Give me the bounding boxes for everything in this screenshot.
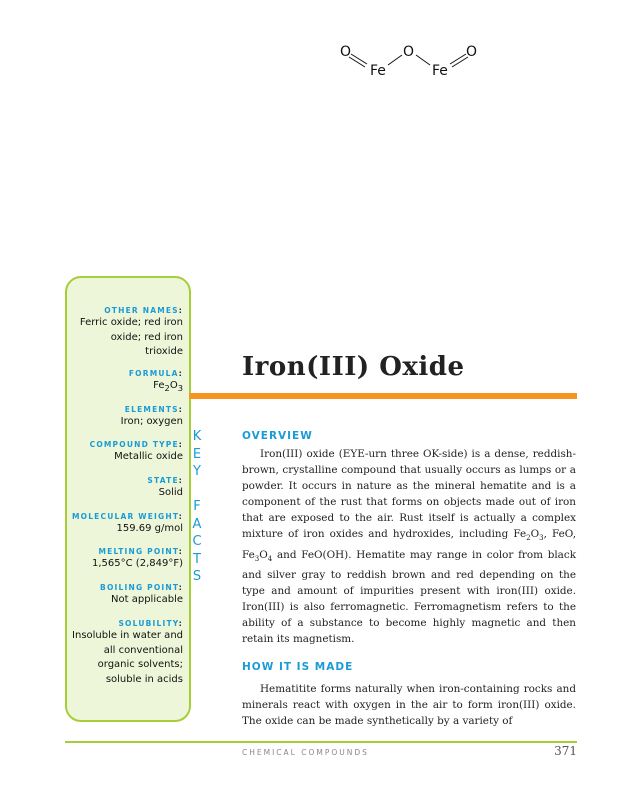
fact-value: Metallic oxide [114, 451, 183, 462]
page-number: 371 [554, 744, 577, 758]
fact-elements: ELEMENTS: Iron; oxygen [65, 404, 183, 430]
atom-iron-left: Fe [370, 63, 386, 79]
fact-value: 159.69 g/mol [116, 523, 183, 534]
fact-value: $Fe_2O_3$ [153, 380, 183, 393]
page-title: Iron(III) Oxide [242, 352, 465, 382]
fact-label: COMPOUND TYPE [89, 440, 179, 449]
fact-value: Ferric oxide; red iron oxide; red iron trioxide [79, 317, 183, 357]
fact-label: MELTING POINT [98, 547, 179, 556]
fact-formula: FORMULA: $Fe_2O_3$ [65, 368, 183, 396]
fact-compound-type: COMPOUND TYPE: Metallic oxide [65, 439, 183, 465]
overview-paragraph [242, 446, 576, 647]
atom-iron-right: Fe [432, 63, 448, 79]
iron-oxide-structure-diagram [330, 35, 490, 85]
formula-fe2o3: $Fe_2O_3$ [513, 528, 544, 543]
footer-book-title: CHEMICAL COMPOUNDS [242, 748, 369, 757]
fact-label: SOLUBILITY [118, 619, 179, 628]
title-underline-bar [189, 393, 577, 399]
overview-text-part2: , FeO, [543, 528, 577, 541]
key-facts-box [65, 276, 191, 722]
fact-label: OTHER NAMES [104, 306, 179, 315]
fact-value: Solid [158, 487, 183, 498]
fact-label: STATE [147, 476, 179, 485]
footer-rule [65, 741, 577, 743]
section-heading-overview: OVERVIEW [242, 430, 313, 442]
fact-melting-point: MELTING POINT: 1,565°C (2,849°F) [65, 546, 183, 572]
fact-value: Not applicable [111, 594, 183, 605]
key-facts-vertical-label: K E Y F A C T S [192, 429, 202, 584]
fact-label: BOILING POINT [100, 583, 179, 592]
atom-oxygen-right: O [466, 44, 478, 60]
fact-label: ELEMENTS [124, 405, 179, 414]
fact-solubility: SOLUBILITY: Insoluble in water and all conventional organic solvents; soluble in acids [65, 618, 183, 687]
section-heading-how-it-is-made: HOW IT IS MADE [242, 661, 354, 673]
formula-fe3o4: $Fe_3O_4$ [242, 548, 273, 563]
overview-text-part1: Iron(III) oxide (EYE-urn three OK-side) is a dense, reddish-brown, crystalline compound that usually occurs as lumps or a powder. It occurs in nature as the mineral hematite and is a component of the rust that forms on objects made out of iron that are exposed to the air. Rust itself is actually a complex mixture of iron oxides and hydroxides, including [242, 448, 576, 541]
fact-value: 1,565°C (2,849°F) [92, 558, 183, 569]
fact-molecular-weight: MOLECULAR WEIGHT: 159.69 g/mol [65, 511, 183, 537]
how-it-is-made-text: Hematitite forms naturally when iron-containing rocks and minerals react with oxygen in the air to form iron(III) oxide. The oxide can be made synthetically by a variety of [242, 683, 576, 728]
fact-other-names: OTHER NAMES: Ferric oxide; red iron oxide; red iron trioxide [65, 305, 183, 360]
fact-value: Insoluble in water and all conventional organic solvents; soluble in acids [72, 630, 183, 685]
atom-oxygen-center: O [403, 44, 415, 60]
atom-oxygen-left: O [340, 44, 352, 60]
fact-state: STATE: Solid [65, 475, 183, 501]
fact-label: MOLECULAR WEIGHT [71, 512, 179, 521]
overview-text-part3: and FeO(OH). Hematite may range in color from black and silver gray to reddish brown and red depending on the type and amount of impurities present with iron(III) oxide. Iron(III) is also ferromagnetic. Ferromagnetism refers to the ability of a substance to become highly magnetic and then retain its magnetism. [242, 548, 576, 646]
fact-label: FORMULA [128, 369, 179, 378]
how-it-is-made-paragraph [242, 681, 576, 729]
fact-value: Iron; oxygen [120, 416, 183, 427]
fact-boiling-point: BOILING POINT: Not applicable [65, 582, 183, 608]
